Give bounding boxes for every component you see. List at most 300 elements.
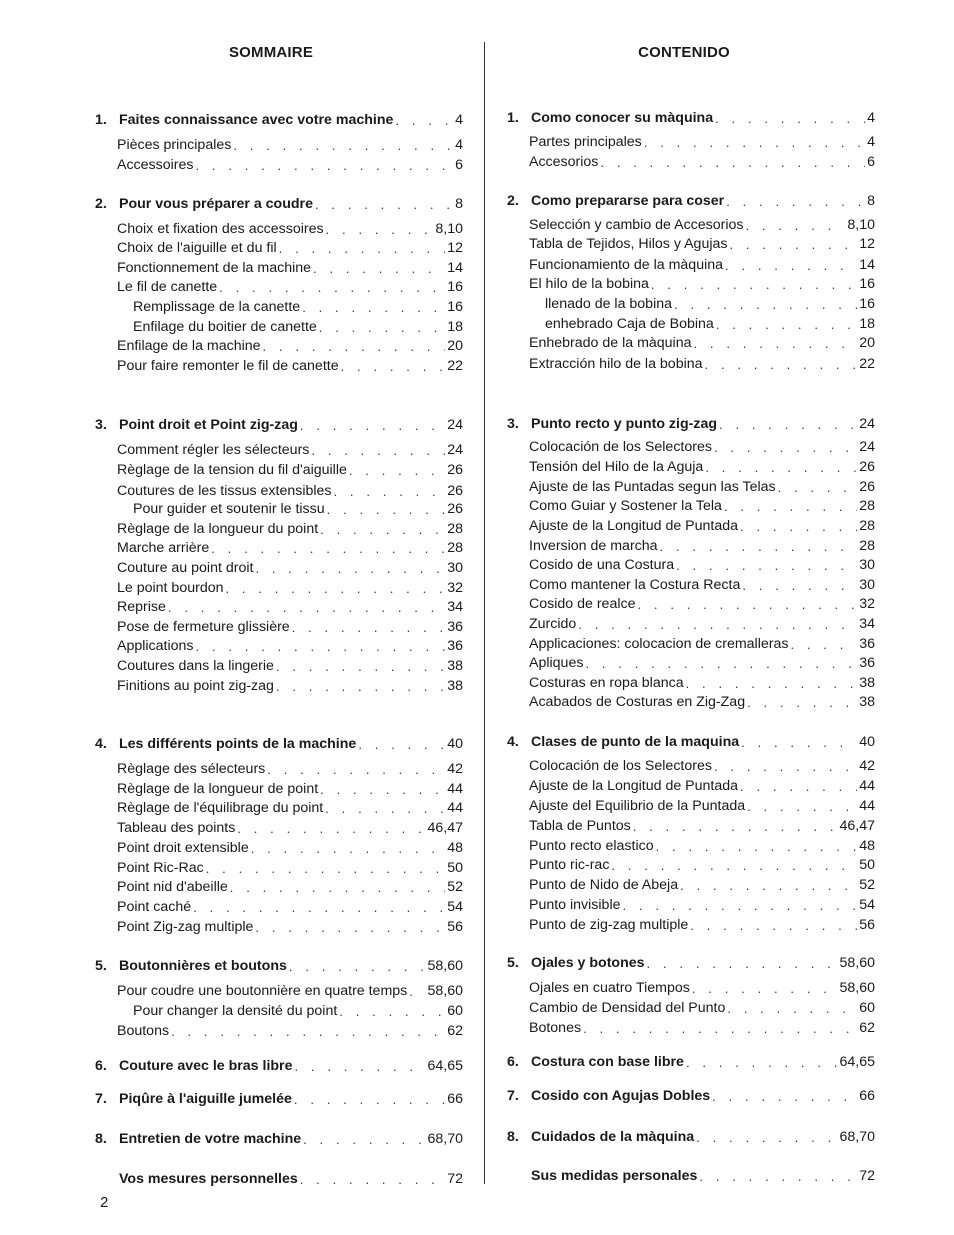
toc-item: [95, 980, 463, 1000]
toc-entry-label: Accesorios: [529, 154, 599, 170]
dot-leader: [660, 538, 858, 555]
toc-entry-label: Règlage de la tension du fil d'aiguille: [117, 462, 347, 478]
toc-page-number: 68,70: [839, 1129, 875, 1145]
toc-page-number: 24: [859, 416, 875, 432]
toc-page-number: 38: [447, 658, 463, 674]
toc-title-spanish: CONTENIDO: [638, 44, 730, 61]
toc-page-number: 42: [447, 761, 463, 777]
toc-item: [95, 857, 463, 877]
dot-leader: [600, 154, 865, 171]
toc-section-number: 7.: [95, 1091, 107, 1107]
toc-page-number: 32: [859, 596, 875, 612]
toc-entry-label: Clases de punto de la maquina: [531, 734, 740, 750]
toc-section: [95, 109, 463, 129]
toc-item: [507, 353, 875, 373]
toc-section: [507, 1085, 875, 1105]
toc-entry-label: Ojales y botones: [531, 955, 645, 971]
toc-page-number: 4: [867, 134, 875, 150]
toc-item: [95, 896, 463, 916]
toc-item: [95, 134, 463, 154]
toc-section-number: 3.: [507, 416, 519, 432]
toc-entry-label: Point caché: [117, 899, 192, 915]
dot-leader: [741, 734, 857, 751]
toc-entry-label: Comment régler les sélecteurs: [117, 442, 310, 458]
dot-leader: [611, 857, 857, 874]
toc-item: [507, 691, 875, 711]
dot-leader: [230, 879, 445, 896]
dot-leader: [719, 416, 857, 433]
toc-entry-label: Acabados de Costuras en Zig-Zag: [529, 694, 746, 710]
dot-leader: [206, 860, 445, 877]
toc-item: [507, 894, 875, 914]
toc-section-number: 4.: [507, 734, 519, 750]
toc-item: [507, 554, 875, 574]
dot-leader: [325, 800, 445, 817]
toc-item: [95, 797, 463, 817]
dot-leader: [583, 1020, 857, 1037]
dot-leader: [716, 316, 857, 333]
toc-page-number: 24: [859, 439, 875, 455]
toc-page-number: 30: [859, 577, 875, 593]
toc-entry-label: Tableau des points: [117, 820, 236, 836]
toc-entry-label: Couture au point droit: [117, 560, 254, 576]
toc-entry-label: Les différents points de la machine: [119, 736, 357, 752]
toc-entry-label: Point nid d'abeille: [117, 879, 228, 895]
toc-item: [95, 518, 463, 538]
toc-entry-label: Entretien de votre machine: [119, 1131, 302, 1147]
toc-page-number: 30: [859, 557, 875, 573]
toc-item: [507, 652, 875, 672]
dot-leader: [219, 279, 445, 296]
toc-entry-label: Point droit et Point zig-zag: [119, 417, 298, 433]
toc-entry-label: Ajuste del Equilibrio de la Puntada: [529, 798, 746, 814]
dot-leader: [585, 655, 857, 672]
toc-section: [95, 1128, 463, 1148]
toc-item: [507, 914, 875, 934]
toc-item: [507, 672, 875, 692]
toc-section: [95, 733, 463, 753]
toc-section: [507, 190, 875, 210]
toc-page-number: 28: [859, 518, 875, 534]
toc-page-number: 26: [447, 501, 463, 517]
dot-leader: [311, 442, 445, 459]
toc-item: [95, 498, 463, 518]
toc-page-number: 50: [859, 857, 875, 873]
toc-page-number: 8: [867, 193, 875, 209]
toc-entry-label: Applications: [117, 638, 194, 654]
column-divider: [484, 42, 485, 1184]
dot-leader: [327, 501, 446, 518]
toc-entry-label: Punto ric-rac: [529, 857, 610, 873]
toc-item: [507, 515, 875, 535]
toc-entry-label: Pour faire remonter le fil de canette: [117, 358, 339, 374]
toc-page-number: 18: [447, 319, 463, 335]
toc-entry-label: Marche arrière: [117, 540, 210, 556]
toc-entry-label: enhebrado Caja de Bobina: [545, 316, 714, 332]
toc-entry-label: Como prepararse para coser: [531, 193, 725, 209]
toc-entry-label: Fonctionnement de la machine: [117, 260, 312, 276]
dot-leader: [705, 356, 858, 373]
toc-page-number: 38: [447, 678, 463, 694]
dot-leader: [294, 1091, 445, 1108]
toc-item: [95, 837, 463, 857]
toc-item: [95, 876, 463, 896]
toc-item: [507, 613, 875, 633]
toc-item: [95, 459, 463, 479]
toc-page-number: 38: [859, 694, 875, 710]
dot-leader: [651, 276, 857, 293]
toc-item: [507, 977, 875, 997]
dot-leader: [747, 798, 857, 815]
dot-leader: [237, 820, 425, 837]
toc-entry-label: Funcionamiento de la màquina: [529, 257, 724, 273]
toc-page-number: 68,70: [427, 1131, 463, 1147]
page-number: 2: [100, 1194, 109, 1211]
toc-page-number: 66: [859, 1088, 875, 1104]
dot-leader: [267, 761, 445, 778]
toc-page-number: 18: [859, 316, 875, 332]
toc-section: [507, 1051, 875, 1071]
dot-leader: [729, 236, 857, 253]
toc-item: [95, 778, 463, 798]
toc-entry-label: Couture avec le bras libre: [119, 1058, 293, 1074]
toc-page-number: 12: [859, 236, 875, 252]
dot-leader: [623, 897, 858, 914]
toc-page-number: 28: [447, 540, 463, 556]
toc-entry-label: Punto de Nido de Abeja: [529, 877, 679, 893]
toc-item: [507, 997, 875, 1017]
toc-entry-label: Punto recto elastico: [529, 838, 654, 854]
toc-entry-label: Choix et fixation des accessoires: [117, 221, 324, 237]
toc-page-number: 46,47: [427, 820, 463, 836]
dot-leader: [637, 596, 857, 613]
toc-item: [95, 257, 463, 277]
toc-entry-label: Le fil de canette: [117, 279, 218, 295]
dot-leader: [578, 616, 857, 633]
toc-item: [95, 655, 463, 675]
toc-section: [507, 1165, 875, 1185]
toc-page-number: 36: [447, 638, 463, 654]
dot-leader: [680, 877, 857, 894]
toc-entry-label: Piqûre à l'aiguille jumelée: [119, 1091, 292, 1107]
toc-page-number: 36: [859, 636, 875, 652]
toc-entry-label: Ajuste de la Longitud de Puntada: [529, 778, 739, 794]
toc-item: [95, 439, 463, 459]
toc-entry-label: Cambio de Densidad del Punto: [529, 1000, 726, 1016]
toc-item: [95, 1020, 463, 1040]
toc-section: [95, 1168, 463, 1188]
toc-page-number: 58,60: [427, 958, 463, 974]
dot-leader: [289, 958, 426, 975]
dot-leader: [302, 299, 445, 316]
toc-item: [507, 574, 875, 594]
toc-section-number: 5.: [507, 955, 519, 971]
toc-page-number: 28: [859, 538, 875, 554]
dot-leader: [300, 1171, 445, 1188]
toc-item: [507, 755, 875, 775]
toc-item: [507, 1017, 875, 1037]
dot-leader: [705, 459, 857, 476]
toc-item: [507, 332, 875, 352]
dot-leader: [294, 1058, 425, 1075]
toc-entry-label: Finitions au point zig-zag: [117, 678, 274, 694]
toc-page-number: 20: [447, 338, 463, 354]
dot-leader: [211, 540, 445, 557]
toc-item: [507, 633, 875, 653]
toc-page-number: 8,10: [847, 217, 875, 233]
toc-entry-label: Règlage de la longueur du point: [117, 521, 319, 537]
toc-section: [95, 414, 463, 434]
toc-section-number: 6.: [95, 1058, 107, 1074]
toc-page-number: 28: [447, 521, 463, 537]
toc-page-number: 46,47: [839, 818, 875, 834]
toc-item: [507, 273, 875, 293]
toc-item: [507, 775, 875, 795]
toc-section: [507, 413, 875, 433]
toc-page-number: 50: [447, 860, 463, 876]
toc-entry-label: Cosido de una Costura: [529, 557, 675, 573]
toc-item: [507, 233, 875, 253]
dot-leader: [740, 518, 857, 535]
toc-entry-label: Coutures de les tissus extensibles: [117, 483, 332, 499]
toc-entry-label: Ajuste de la Longitud de Puntada: [529, 518, 739, 534]
toc-entry-label: Règlage de l'équilibrage du point: [117, 800, 324, 816]
dot-leader: [696, 1129, 837, 1146]
toc-item: [95, 1000, 463, 1020]
toc-entry-label: Pièces principales: [117, 137, 232, 153]
dot-leader: [276, 658, 445, 675]
toc-entry-label: Pour changer la densité du point: [133, 1003, 338, 1019]
dot-leader: [790, 636, 857, 653]
toc-entry-label: Boutons: [117, 1023, 170, 1039]
toc-page-number: 24: [447, 417, 463, 433]
dot-leader: [300, 417, 445, 434]
dot-leader: [656, 838, 858, 855]
toc-section: [95, 1055, 463, 1075]
toc-item: [507, 254, 875, 274]
toc-item: [95, 616, 463, 636]
toc-entry-label: Punto de zig-zag multiple: [529, 917, 689, 933]
dot-leader: [349, 462, 445, 479]
dot-leader: [409, 983, 425, 1000]
toc-section: [507, 731, 875, 751]
toc-item: [95, 557, 463, 577]
toc-entry-label: Cosido con Agujas Dobles: [531, 1088, 711, 1104]
toc-entry-label: Punto invisible: [529, 897, 621, 913]
toc-entry-label: Point droit extensible: [117, 840, 249, 856]
toc-page-number: 58,60: [839, 955, 875, 971]
dot-leader: [715, 110, 865, 127]
toc-item: [95, 596, 463, 616]
toc-page-number: 24: [447, 442, 463, 458]
dot-leader: [233, 137, 453, 154]
toc-item: [507, 795, 875, 815]
toc-page-number: 26: [859, 479, 875, 495]
toc-page-number: 44: [447, 800, 463, 816]
toc-page-number: 4: [867, 110, 875, 126]
toc-page-number: 48: [447, 840, 463, 856]
toc-entry-label: Pose de fermeture glissière: [117, 619, 290, 635]
toc-entry-label: Le point bourdon: [117, 580, 224, 596]
toc-section-number: 7.: [507, 1088, 519, 1104]
toc-entry-label: Botones: [529, 1020, 582, 1036]
toc-page-number: 44: [859, 778, 875, 794]
toc-entry-label: llenado de la bobina: [545, 296, 673, 312]
dot-leader: [195, 157, 453, 174]
dot-leader: [712, 1088, 857, 1105]
dot-leader: [674, 296, 857, 313]
toc-page-number: 12: [447, 240, 463, 256]
toc-entry-label: El hilo de la bobina: [529, 276, 649, 292]
dot-leader: [358, 736, 445, 753]
toc-page-number: 58,60: [427, 983, 463, 999]
dot-leader: [692, 980, 838, 997]
toc-page-number: 8,10: [435, 221, 463, 237]
toc-page-number: 6: [867, 154, 875, 170]
toc-page-number: 14: [859, 257, 875, 273]
toc-entry-label: Cuidados de la màquina: [531, 1129, 695, 1145]
toc-section-number: 2.: [95, 196, 107, 212]
dot-leader: [727, 1000, 857, 1017]
toc-item: [507, 151, 875, 171]
toc-page-number: 14: [447, 260, 463, 276]
toc-item: [507, 313, 875, 333]
toc-item: [507, 456, 875, 476]
dot-leader: [747, 694, 857, 711]
toc-entry-label: Choix de l'aiguille et du fil: [117, 240, 277, 256]
toc-page-number: 36: [859, 655, 875, 671]
toc-item: [507, 293, 875, 313]
toc-section: [507, 107, 875, 127]
toc-entry-label: Punto recto y punto zig-zag: [531, 416, 718, 432]
toc-page-number: 16: [859, 276, 875, 292]
toc-item: [95, 577, 463, 597]
toc-page-number: 34: [859, 616, 875, 632]
toc-section: [95, 1088, 463, 1108]
toc-page-number: 52: [859, 877, 875, 893]
toc-item: [95, 316, 463, 336]
dot-leader: [644, 134, 865, 151]
dot-leader: [171, 1023, 445, 1040]
toc-page-number: 64,65: [427, 1058, 463, 1074]
toc-page-number: 60: [859, 1000, 875, 1016]
dot-leader: [714, 439, 857, 456]
toc-entry-label: Pour vous préparer a coudre: [119, 196, 313, 212]
dot-leader: [714, 758, 857, 775]
dot-leader: [320, 521, 445, 538]
dot-leader: [168, 599, 445, 616]
toc-item: [95, 817, 463, 837]
toc-item: [95, 237, 463, 257]
toc-item: [507, 495, 875, 515]
toc-page-number: 56: [859, 917, 875, 933]
toc-entry-label: Enhebrado de la màquina: [529, 335, 692, 351]
toc-section: [95, 193, 463, 213]
toc-page-number: 22: [859, 356, 875, 372]
toc-page-number: 44: [447, 781, 463, 797]
dot-leader: [326, 221, 434, 238]
dot-leader: [690, 917, 857, 934]
toc-page-number: 64,65: [839, 1054, 875, 1070]
toc-entry-label: Colocación de los Selectores: [529, 439, 712, 455]
dot-leader: [725, 257, 857, 274]
toc-page-number: 66: [447, 1091, 463, 1107]
toc-item: [95, 480, 463, 500]
toc-page-number: 42: [859, 758, 875, 774]
toc-entry-label: Tabla de Puntos: [529, 818, 631, 834]
toc-entry-label: Ojales en cuatro Tiempos: [529, 980, 690, 996]
toc-entry-label: Colocación de los Selectores: [529, 758, 712, 774]
toc-entry-label: Pour guider et soutenir le tissu: [133, 501, 325, 517]
toc-item: [95, 537, 463, 557]
dot-leader: [320, 781, 445, 798]
toc-page-number: 26: [447, 462, 463, 478]
toc-page-number: 62: [447, 1023, 463, 1039]
toc-entry-label: Selección y cambio de Accesorios: [529, 217, 744, 233]
toc-item: [95, 154, 463, 174]
dot-leader: [226, 580, 446, 597]
toc-entry-label: Cosido de realce: [529, 596, 636, 612]
toc-section-number: 8.: [95, 1131, 107, 1147]
dot-leader: [778, 479, 858, 496]
toc-page-number: 28: [859, 498, 875, 514]
toc-section: [507, 1126, 875, 1146]
toc-item: [507, 214, 875, 234]
dot-leader: [263, 338, 446, 355]
toc-entry-label: Costuras en ropa blanca: [529, 675, 684, 691]
toc-entry-label: Tensión del Hilo de la Aguja: [529, 459, 704, 475]
toc-entry-label: Applicaciones: colocacion de cremalleras: [529, 636, 789, 652]
dot-leader: [255, 919, 445, 936]
toc-entry-label: Point Ric-Rac: [117, 860, 204, 876]
toc-page-number: 40: [859, 734, 875, 750]
toc-entry-label: Enfilage du boitier de canette: [133, 319, 317, 335]
dot-leader: [276, 678, 445, 695]
dot-leader: [395, 112, 453, 129]
dot-leader: [686, 1054, 838, 1071]
toc-page-number: 56: [447, 919, 463, 935]
dot-leader: [686, 675, 858, 692]
toc-section-number: 1.: [507, 110, 519, 126]
toc-item: [95, 218, 463, 238]
toc-page-number: 4: [455, 137, 463, 153]
toc-section: [95, 955, 463, 975]
toc-page-number: 54: [447, 899, 463, 915]
dot-leader: [279, 240, 446, 257]
dot-leader: [196, 638, 446, 655]
toc-entry-label: Point Zig-zag multiple: [117, 919, 254, 935]
toc-page-number: 62: [859, 1020, 875, 1036]
toc-entry-label: Sus medidas personales: [531, 1168, 698, 1184]
toc-entry-label: Règlage de la longueur de point: [117, 781, 319, 797]
dot-leader: [740, 778, 857, 795]
dot-leader: [313, 260, 445, 277]
toc-section-number: 1.: [95, 112, 107, 128]
toc-entry-label: Partes principales: [529, 134, 642, 150]
toc-page-number: 6: [455, 157, 463, 173]
toc-entry-label: Faites connaissance avec votre machine: [119, 112, 394, 128]
toc-entry-label: Enfilage de la machine: [117, 338, 261, 354]
toc-section-number: 4.: [95, 736, 107, 752]
toc-entry-label: Reprise: [117, 599, 166, 615]
dot-leader: [193, 899, 445, 916]
toc-page-number: 16: [859, 296, 875, 312]
toc-item: [95, 335, 463, 355]
toc-item: [95, 355, 463, 375]
dot-leader: [676, 557, 857, 574]
toc-page-number: 60: [447, 1003, 463, 1019]
dot-leader: [694, 335, 858, 352]
